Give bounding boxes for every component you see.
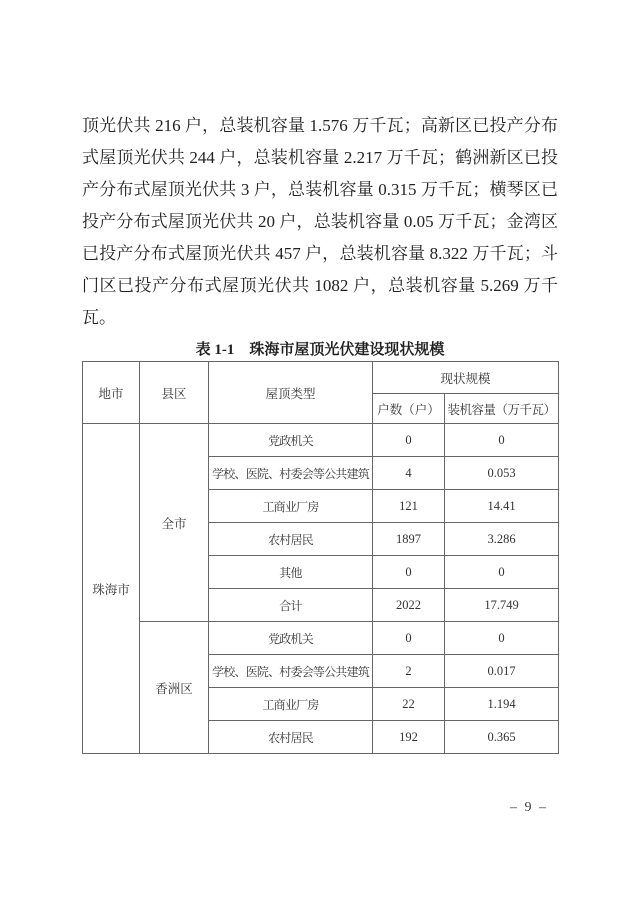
cell-capacity: 1.194 bbox=[445, 688, 559, 721]
cell-district: 香洲区 bbox=[140, 622, 209, 754]
cell-city: 珠海市 bbox=[83, 424, 140, 754]
paragraph-line: 产分布式屋顶光伏共 3 户，总装机容量 0.315 万千瓦；横琴区已 bbox=[82, 180, 558, 199]
cell-households: 0 bbox=[373, 556, 445, 589]
table-row bbox=[83, 424, 559, 457]
cell-capacity: 0.017 bbox=[445, 655, 559, 688]
paragraph-line: 顶光伏共 216 户，总装机容量 1.576 万千瓦；高新区已投产分布 bbox=[82, 116, 558, 135]
cell-capacity: 3.286 bbox=[445, 523, 559, 556]
cell-households: 192 bbox=[373, 721, 445, 754]
cell-households: 4 bbox=[373, 457, 445, 490]
cell-households: 1897 bbox=[373, 523, 445, 556]
table-row bbox=[83, 622, 559, 655]
cell-roof-type: 学校、医院、村委会等公共建筑 bbox=[209, 655, 373, 688]
pv-status-table bbox=[82, 361, 559, 754]
cell-roof-type: 其他 bbox=[209, 556, 373, 589]
page-number: – 9 – bbox=[510, 800, 548, 815]
cell-capacity: 0 bbox=[445, 556, 559, 589]
cell-capacity: 17.749 bbox=[445, 589, 559, 622]
cell-district: 全市 bbox=[140, 424, 209, 622]
cell-capacity: 0.053 bbox=[445, 457, 559, 490]
body-paragraph bbox=[82, 110, 558, 334]
cell-roof-type: 合计 bbox=[209, 589, 373, 622]
paragraph-line: 瓦。 bbox=[82, 308, 116, 327]
cell-households: 2 bbox=[373, 655, 445, 688]
col-header-district: 县区 bbox=[140, 362, 209, 424]
cell-capacity: 0 bbox=[445, 424, 559, 457]
cell-roof-type: 农村居民 bbox=[209, 721, 373, 754]
paragraph-line: 式屋顶光伏共 244 户，总装机容量 2.217 万千瓦；鹤洲新区已投 bbox=[82, 148, 558, 167]
cell-capacity: 0 bbox=[445, 622, 559, 655]
paragraph-line: 已投产分布式屋顶光伏共 457 户，总装机容量 8.322 万千瓦；斗 bbox=[82, 244, 558, 263]
cell-roof-type: 农村居民 bbox=[209, 523, 373, 556]
cell-roof-type: 工商业厂房 bbox=[209, 688, 373, 721]
table-title: 表 1-1 珠海市屋顶光伏建设现状规模 bbox=[195, 342, 445, 358]
col-header-status-group: 现状规模 bbox=[373, 362, 559, 394]
cell-households: 121 bbox=[373, 490, 445, 523]
cell-roof-type: 党政机关 bbox=[209, 424, 373, 457]
col-header-households: 户数（户） bbox=[373, 394, 445, 424]
cell-households: 22 bbox=[373, 688, 445, 721]
col-header-city: 地市 bbox=[83, 362, 140, 424]
cell-households: 0 bbox=[373, 622, 445, 655]
col-header-roof-type: 屋顶类型 bbox=[209, 362, 373, 424]
cell-roof-type: 学校、医院、村委会等公共建筑 bbox=[209, 457, 373, 490]
cell-roof-type: 工商业厂房 bbox=[209, 490, 373, 523]
cell-capacity: 0.365 bbox=[445, 721, 559, 754]
cell-households: 0 bbox=[373, 424, 445, 457]
col-header-capacity: 装机容量（万千瓦） bbox=[445, 394, 559, 424]
cell-capacity: 14.41 bbox=[445, 490, 559, 523]
cell-roof-type: 党政机关 bbox=[209, 622, 373, 655]
paragraph-line: 投产分布式屋顶光伏共 20 户，总装机容量 0.05 万千瓦；金湾区 bbox=[82, 212, 558, 231]
paragraph-line: 门区已投产分布式屋顶光伏共 1082 户，总装机容量 5.269 万千 bbox=[82, 276, 558, 295]
cell-households: 2022 bbox=[373, 589, 445, 622]
